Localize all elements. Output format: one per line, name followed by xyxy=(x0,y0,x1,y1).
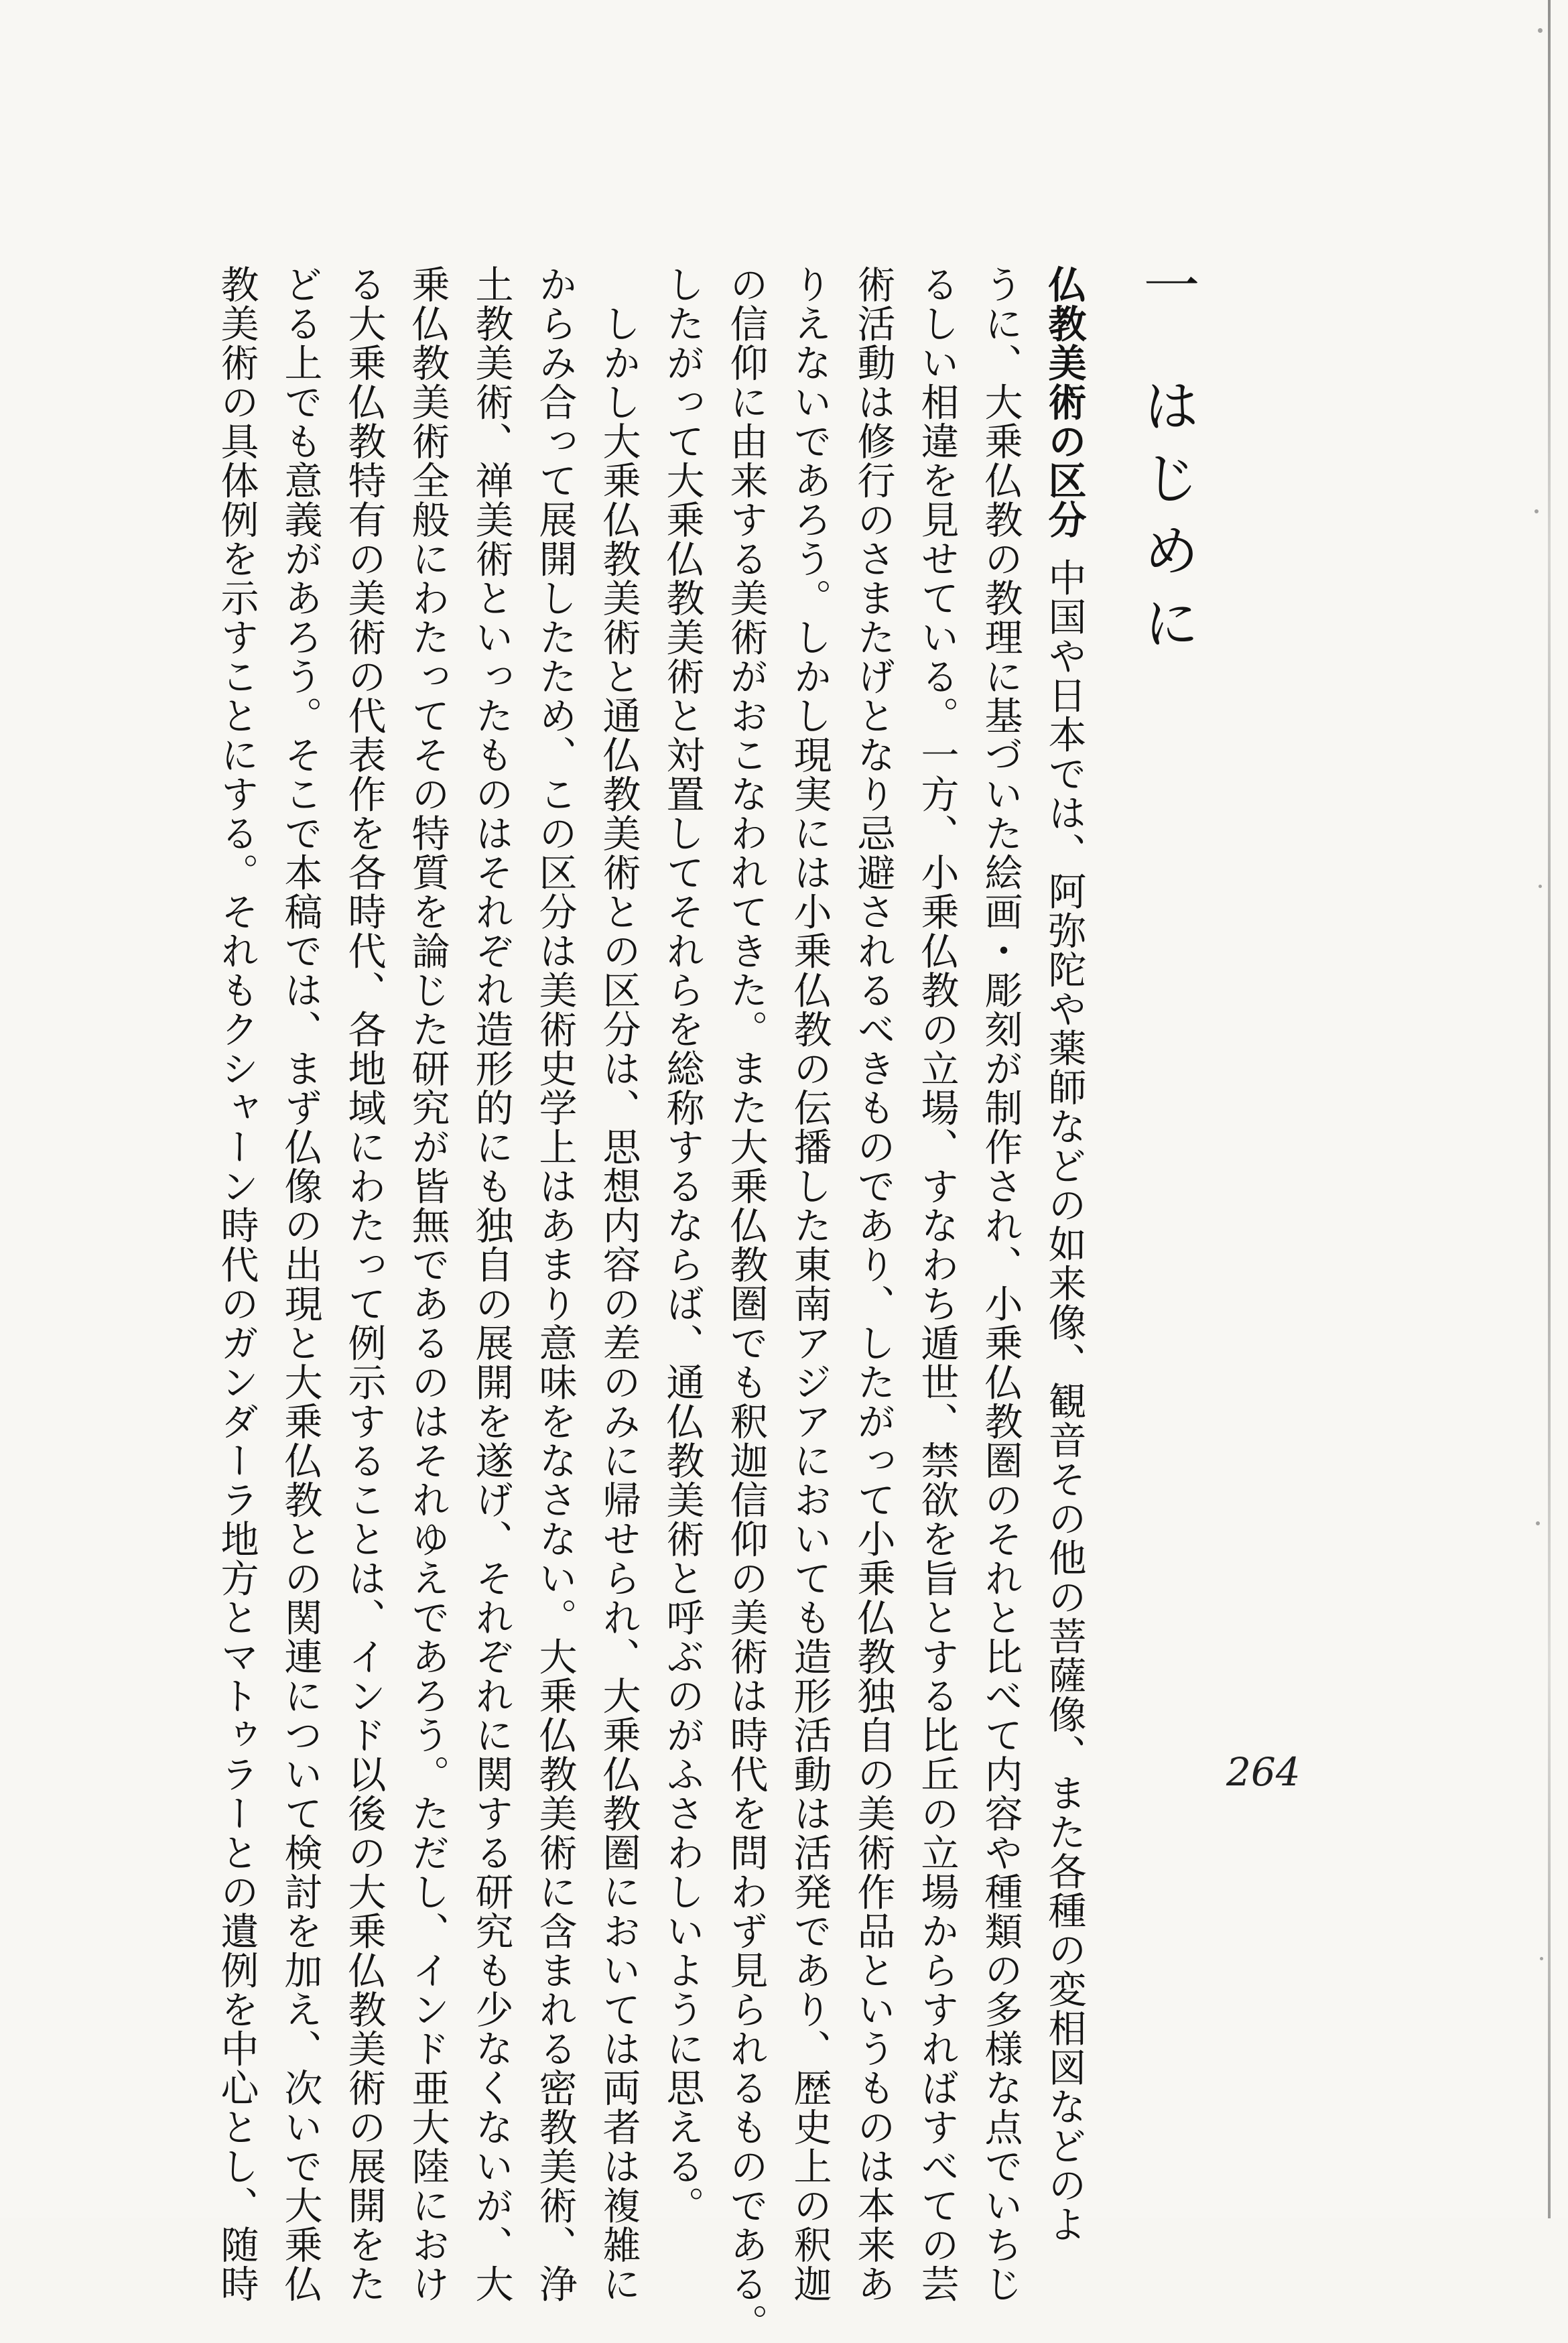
text-line: うに、大乗仏教の教理に基づいた絵画・彫刻が制作され、小乗仏教圏のそれと比べて内容や種類の多様な点でいちじ xyxy=(978,265,1023,2303)
text-line: の信仰に由来する美術がおこなわれてきた。また大乗仏教圏でも釈迦信仰の美術は時代を問わず見られるものである。 xyxy=(724,265,768,2343)
text-line: どる上でも意義があろう。そこで本稿では、まず仏像の出現と大乗仏教との関連について検討を加え、次いで大乗仏 xyxy=(278,265,322,2303)
page-number: 264 xyxy=(1226,1749,1301,1795)
section-heading: 仏教美術の区分 xyxy=(1042,265,1086,540)
text-line: るしい相違を見せている。一方、小乗仏教の立場、すなわち遁世、禁欲を旨とする比丘の立場からすればすべての芸 xyxy=(915,265,959,2303)
scan-speck xyxy=(1534,509,1539,513)
text-line: りえないであろう。しかし現実には小乗仏教の伝播した東南アジアにおいても造形活動は活発であり、歴史上の釈迦 xyxy=(787,265,832,2303)
text-line: 術活動は修行のさまたげとなり忌避されるべきものであり、したがって小乗仏教独自の美術作品というものは本来あ xyxy=(851,265,895,2303)
scan-speck xyxy=(1536,1521,1540,1525)
text-line-content: 中国や日本では、阿弥陀や薬師などの如来像、観音その他の菩薩像、また各種の変相図などのよ xyxy=(1042,558,1086,2244)
chapter-title: はじめに xyxy=(1134,377,1200,666)
scan-speck xyxy=(1539,885,1542,888)
text-line: 教美術の具体例を示すことにする。それもクシャーン時代のガンダーラ地方とマトゥラーとの遺例を中心とし、随時 xyxy=(214,265,259,2303)
text-line: しかし大乗仏教美術と通仏教美術との区分は、思想内容の差のみに帰せられ、大乗仏教圏においては両者は複雑に xyxy=(596,265,641,2303)
text-line: る大乗仏教特有の美術の代表作を各時代、各地域にわたって例示することは、インド以後の大乗仏教美術の展開をた xyxy=(342,265,386,2303)
text-line xyxy=(1032,265,1096,2244)
text-line: からみ合って展開したため、この区分は美術史学上はあまり意味をなさない。大乗仏教美術に含まれる密教美術、浄 xyxy=(533,265,577,2303)
heading-gap xyxy=(1064,540,1065,558)
chapter-heading xyxy=(1134,256,1200,666)
scan-speck xyxy=(1540,1957,1543,1960)
text-line: したがって大乗仏教美術と対置してそれらを総称するならば、通仏教美術と呼ぶのがふさわしいように思える。 xyxy=(660,265,704,2225)
chapter-number: 一 xyxy=(1134,256,1200,328)
text-line: 乗仏教美術全般にわたってその特質を論じた研究が皆無であるのはそれゆえであろう。ただし、インド亜大陸におけ xyxy=(405,265,450,2303)
body-text xyxy=(204,265,1096,2343)
page-edge-line xyxy=(1548,0,1551,2218)
text-line: 土教美術、禅美術といったものはそれぞれ造形的にも独自の展開を遂げ、それぞれに関する研究も少なくないが、大 xyxy=(469,265,513,2303)
scan-speck xyxy=(1538,28,1543,33)
